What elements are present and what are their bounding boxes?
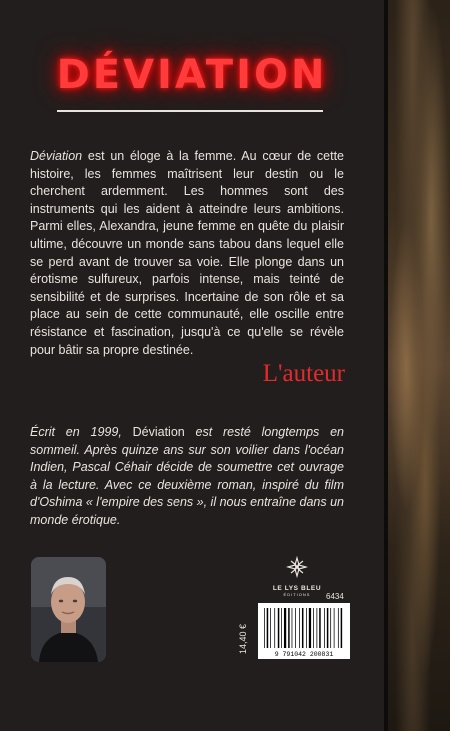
lily-icon — [286, 556, 308, 578]
barcode-bar — [306, 608, 307, 648]
bio-title-upright: Déviation — [132, 425, 185, 439]
barcode-bar — [341, 608, 343, 648]
publisher-sub: ÉDITIONS — [283, 592, 311, 597]
publisher-logo — [270, 556, 324, 597]
edition-code: 6434 — [326, 592, 344, 601]
barcode-bar — [334, 608, 335, 648]
barcode-bar — [327, 608, 329, 648]
book-title: DÉVIATION — [56, 52, 328, 98]
barcode-bar — [302, 608, 304, 648]
barcode-bar — [292, 608, 293, 648]
author-portrait-icon — [31, 557, 106, 662]
barcode-bar — [324, 608, 325, 648]
barcode-bar — [330, 608, 331, 648]
barcode-bar — [270, 608, 271, 648]
book-blurb — [30, 148, 344, 359]
blurb-title-italic: Déviation — [30, 149, 83, 163]
barcode-bar — [295, 608, 296, 648]
barcode-bar — [274, 608, 275, 648]
barcode-bar — [317, 608, 318, 648]
publisher-name: LE LYS BLEU — [272, 585, 322, 592]
barcode-bar — [264, 608, 265, 648]
barcode-bar — [288, 608, 290, 648]
barcode-bar — [313, 608, 314, 648]
bio-part-2: est resté longtemps en sommeil. Après quinze ans sur son voilier dans l'océan Indien, Pascal Céhair décide de soumettre cet ouvrage à la lecture. Avec ce deuxième roman, inspiré du film d'Oshima « l'empire des sens », il nous entraîne dans un monde érotique. — [30, 425, 344, 527]
author-bio — [30, 424, 344, 530]
barcode-bar — [267, 608, 269, 648]
author-heading: L'auteur — [262, 360, 345, 387]
texture-strip — [388, 0, 450, 731]
barcode-bar — [284, 608, 286, 648]
barcode — [258, 603, 350, 659]
author-photo — [31, 557, 106, 662]
barcode-bar — [278, 608, 280, 648]
blurb-text: est un éloge à la femme. Au cœur de cette histoire, les femmes maîtrisent leur destin ou le cherchent ardemment. Les hommes sont des instruments qui les aident à atteindre leurs ambitions. Parmi elles, Alexandra, jeune femme en quête du plaisir ultime, découvre un monde sans tabou dans lequel elle se perd avant de trouver sa voie. Elle plonge dans un érotisme sulfureux, parfois intense, mais teinté de sensibilité et de surprises. Incertaine de son rôle et sa place au sein de cette communauté, elle oscille entre résistance et fascination, jusqu'à ce qu'elle se révèle pour bâtir sa propre destinée. — [30, 149, 344, 357]
barcode-bar — [281, 608, 282, 648]
isbn-digits: 9 791042 200831 — [274, 651, 334, 658]
barcode-icon — [258, 603, 350, 659]
barcode-bar — [338, 608, 339, 648]
price-text: 14,40 € — [238, 623, 249, 655]
barcode-bar — [309, 608, 311, 648]
title-underline — [57, 110, 323, 112]
bio-part-1: Écrit en 1999, — [30, 425, 133, 439]
barcode-bar — [299, 608, 300, 648]
barcode-bar — [319, 608, 321, 648]
